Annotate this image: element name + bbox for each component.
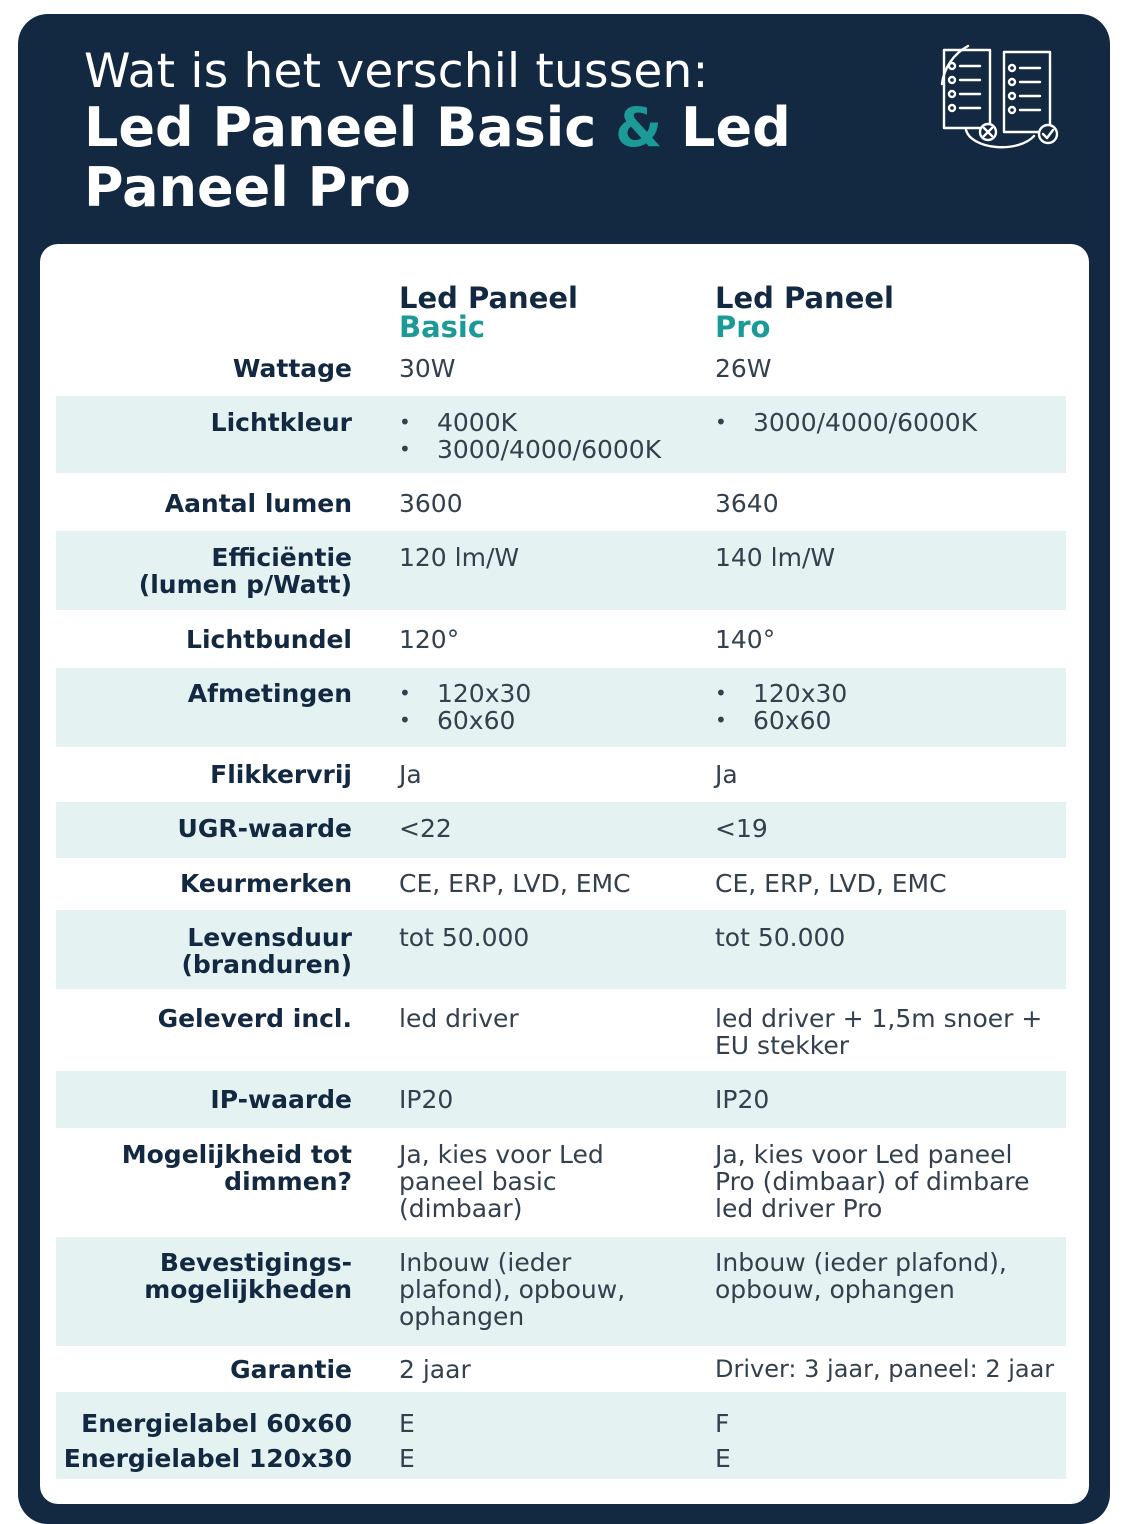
basic-value	[399, 1249, 699, 1330]
row-label-line: Geleverd incl.	[157, 1004, 352, 1033]
table-row-flikkervrij	[56, 747, 1066, 802]
value-line: <22	[399, 814, 452, 843]
value-line: Ja	[715, 760, 738, 789]
pro-value	[715, 1249, 1065, 1303]
row-label	[233, 355, 352, 382]
table-row-wattage	[56, 346, 1066, 396]
value-line: Inbouw (ieder plafond),	[715, 1248, 1007, 1277]
value-line: Ja	[399, 760, 422, 789]
table-row-efficientie	[56, 531, 1066, 610]
table-row-dimmen	[56, 1128, 1066, 1237]
table-row-energielabels	[56, 1392, 1066, 1479]
column-header-pro	[715, 281, 894, 344]
value-line: Ja, kies voor Led	[399, 1140, 604, 1169]
row-label-line: UGR-waarde	[177, 814, 352, 843]
pro-value	[715, 815, 1065, 842]
value-line: ophangen	[399, 1302, 525, 1331]
value-line: 140 lm/W	[715, 543, 836, 572]
row-label-line: Bevestigings-	[159, 1248, 352, 1277]
value-line: CE, ERP, LVD, EMC	[399, 869, 631, 898]
row-label-line: dimmen?	[224, 1167, 352, 1196]
basic-value	[399, 1356, 699, 1383]
pro-value	[715, 924, 1065, 951]
row-label-line: Lichtkleur	[210, 408, 352, 437]
row-label	[180, 870, 352, 897]
value-line: E	[715, 1444, 731, 1473]
row-label	[211, 409, 352, 436]
row-label-line: Afmetingen	[187, 679, 352, 708]
row-label	[64, 1406, 352, 1476]
document-compare-icon	[938, 44, 1062, 150]
value-line: Inbouw (ieder	[399, 1248, 572, 1277]
row-label-line: Lichtbundel	[186, 625, 352, 654]
pro-value	[715, 1005, 1065, 1059]
value-line: Driver: 3 jaar, paneel: 2 jaar	[715, 1355, 1055, 1383]
column-header-basic-line1: Led Paneel	[399, 281, 578, 315]
pro-value	[715, 626, 1065, 653]
value-line: tot 50.000	[715, 923, 846, 952]
row-label	[210, 761, 352, 788]
row-label-line: Energielabel 120x30	[63, 1444, 352, 1473]
column-header-basic	[399, 281, 578, 344]
pro-value	[715, 870, 1065, 897]
value-line: IP20	[399, 1085, 454, 1114]
basic-value	[399, 815, 699, 842]
basic-value	[399, 1086, 699, 1113]
basic-value	[399, 924, 699, 951]
pro-value	[715, 1356, 1075, 1383]
row-label-line: Mogelijkheid tot	[121, 1140, 352, 1169]
row-label	[165, 490, 352, 517]
value-line: led driver	[399, 1004, 519, 1033]
row-label-line: Keurmerken	[179, 869, 352, 898]
pro-value	[715, 1086, 1065, 1113]
value-line: paneel basic	[399, 1167, 557, 1196]
value-line: 120 lm/W	[399, 543, 520, 572]
row-label-line: Aantal lumen	[164, 489, 352, 518]
value-line: 120°	[399, 625, 460, 654]
bullet-item: • 120x30	[715, 680, 1065, 707]
value-line: 2 jaar	[399, 1355, 471, 1384]
header-title	[84, 98, 864, 218]
value-line: IP20	[715, 1085, 770, 1114]
value-line: F	[715, 1409, 730, 1438]
row-label	[230, 1356, 352, 1383]
table-row-aantal-lumen	[56, 473, 1066, 531]
row-label	[210, 1086, 352, 1113]
row-label-line: Flikkervrij	[210, 760, 352, 789]
pro-value	[715, 1141, 1065, 1222]
row-label-line: Garantie	[230, 1355, 352, 1384]
pro-value	[715, 490, 1065, 517]
table-row-lichtkleur	[56, 396, 1066, 473]
row-label-line: Levensduur	[187, 923, 352, 952]
table-row-geleverd-incl	[56, 989, 1066, 1071]
title-part-pro: Led Paneel Pro	[84, 96, 791, 219]
table-row-lichtbundel	[56, 610, 1066, 668]
value-line: E	[399, 1409, 415, 1438]
basic-value	[399, 870, 699, 897]
row-label	[122, 1141, 352, 1195]
header-subtitle: Wat is het verschil tussen:	[84, 44, 709, 99]
value-line: E	[399, 1444, 415, 1473]
row-label	[188, 680, 352, 707]
row-label-line: Wattage	[232, 354, 352, 383]
row-label-line: Efficiëntie	[211, 543, 352, 572]
table-row-keurmerken	[56, 858, 1066, 910]
value-line: 140°	[715, 625, 776, 654]
title-part-basic: Led Paneel Basic	[84, 96, 597, 159]
bullet-item: • 60x60	[399, 707, 699, 734]
row-label	[144, 1249, 352, 1303]
pro-value	[715, 544, 1065, 571]
value-line: Ja, kies voor Led paneel	[715, 1140, 1013, 1169]
row-label	[181, 924, 352, 978]
basic-value	[399, 409, 699, 463]
value-line: Pro (dimbaar) of dimbare	[715, 1167, 1030, 1196]
pro-value	[715, 409, 1065, 436]
value-line: <19	[715, 814, 768, 843]
bullet-item: • 4000K	[399, 409, 699, 436]
value-line: plafond), opbouw,	[399, 1275, 626, 1304]
value-line: opbouw, ophangen	[715, 1275, 955, 1304]
bullet-item: • 60x60	[715, 707, 1065, 734]
value-line: led driver + 1,5m snoer +	[715, 1004, 1043, 1033]
basic-value	[399, 761, 699, 788]
value-line: led driver Pro	[715, 1194, 883, 1223]
bullet-item: • 120x30	[399, 680, 699, 707]
table-row-ugr-waarde	[56, 802, 1066, 858]
value-line: tot 50.000	[399, 923, 530, 952]
basic-value	[399, 544, 699, 571]
pro-value	[715, 355, 1065, 382]
row-label-line: IP-waarde	[210, 1085, 352, 1114]
row-label	[139, 544, 352, 598]
value-line: 3600	[399, 489, 463, 518]
bullet-item: • 3000/4000/6000K	[715, 409, 1065, 436]
pro-value	[715, 680, 1065, 734]
pro-value	[715, 1406, 1065, 1476]
row-label	[158, 1005, 352, 1032]
column-header-basic-line2: Basic	[399, 310, 486, 344]
row-label-line: Energielabel 60x60	[81, 1409, 352, 1438]
row-label	[186, 626, 352, 653]
table-row-afmetingen	[56, 668, 1066, 747]
value-line: 26W	[715, 354, 772, 383]
column-header-pro-line1: Led Paneel	[715, 281, 894, 315]
basic-value	[399, 490, 699, 517]
value-line: 3640	[715, 489, 779, 518]
value-line: EU stekker	[715, 1031, 849, 1060]
value-line: (dimbaar)	[399, 1194, 523, 1223]
value-line: 30W	[399, 354, 456, 383]
table-row-garantie	[56, 1346, 1066, 1392]
basic-value	[399, 1005, 699, 1032]
column-header-pro-line2: Pro	[715, 310, 771, 344]
table-row-levensduur	[56, 910, 1066, 989]
basic-value	[399, 1406, 699, 1476]
bullet-item: • 3000/4000/6000K	[399, 436, 699, 463]
title-ampersand: &	[615, 96, 663, 159]
basic-value	[399, 626, 699, 653]
table-row-ip-waarde	[56, 1071, 1066, 1128]
table-row-bevestigingsmogelijkheden	[56, 1237, 1066, 1346]
basic-value	[399, 680, 699, 734]
row-label	[178, 815, 352, 842]
row-label-line: (lumen p/Watt)	[138, 570, 352, 599]
row-label-line: mogelijkheden	[144, 1275, 352, 1304]
basic-value	[399, 1141, 699, 1222]
basic-value	[399, 355, 699, 382]
value-line: CE, ERP, LVD, EMC	[715, 869, 947, 898]
pro-value	[715, 761, 1065, 788]
row-label-line: (branduren)	[181, 950, 352, 979]
